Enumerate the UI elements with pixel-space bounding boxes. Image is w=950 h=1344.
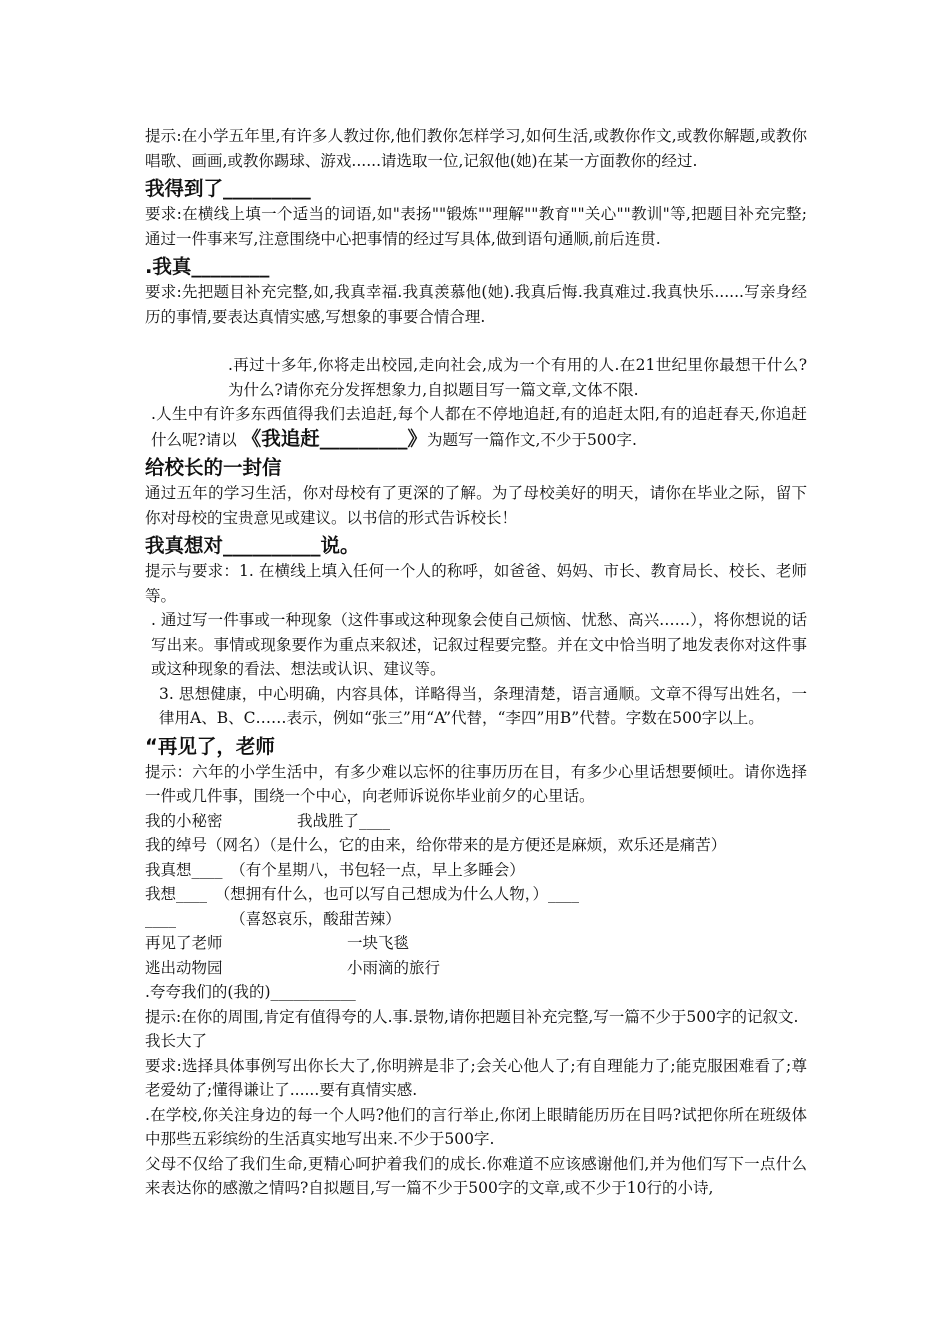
prompt-paragraph	[145, 402, 807, 452]
topic-item: 我真想____ （有个星期八，书包轻一点，早上多睡会）	[145, 860, 525, 879]
topic-item: 我战胜了____	[297, 811, 391, 830]
essay-title: .我真________	[145, 255, 270, 278]
topic-item: 小雨滴的旅行	[347, 958, 441, 977]
topic-row	[145, 931, 807, 956]
requirement-paragraph: 要求:选择具体事例写出你长大了,你明辨是非了;会关心他人了;有自理能力了;能克服困难看了;尊老爱幼了;懂得谦让了......要有真情实感.	[145, 1056, 807, 1099]
topic-item: 再见了老师	[145, 934, 223, 952]
essay-title: “再见了，老师	[145, 734, 275, 758]
requirement-paragraph: 要求:先把题目补充完整,如,我真幸福.我真羡慕他(她).我真后悔.我真难过.我真快乐......写亲身经历的事情,要表达真情实感,写想象的事要合情合理.	[145, 283, 807, 326]
topic-item: ____ （喜怒哀乐，酸甜苦辣）	[145, 909, 401, 928]
topic-row	[145, 956, 807, 981]
prompt-paragraph: 提示:在你的周围,肯定有值得夸的人.事.景物,请你把题目补充完整,写一篇不少于500字的记叙文.	[145, 1007, 799, 1026]
topic-item: 我长大了	[145, 1032, 208, 1050]
requirement-paragraph: 要求:在横线上填一个适当的词语,如"表扬""锻炼""理解""教育""关心""教训"等,把题目补充完整;通过一件事来写,注意围绕中心把事情的经过写具体,做到语句通顺,前后连贯.	[145, 205, 807, 248]
essay-title: 我得到了_________	[145, 177, 311, 200]
prompt-paragraph: 父母不仅给了我们生命,更精心呵护着我们的成长.你难道不应该感谢他们,并为他们写下一点什么来表达你的感激之情吗?自拟题目,写一篇不少于500字的文章,或不少于10行的小诗,	[145, 1154, 807, 1197]
blank-line	[145, 329, 807, 353]
title-inline: 《我追赶_________》	[241, 426, 428, 450]
prompt-text: .人生中有许多东西值得我们去追赶,每个人都在不停地追赶,有的追赶太阳,有的追赶春天,你追赶什么呢?请以	[151, 405, 807, 449]
prompt-paragraph: 通过五年的学习生活，你对母校有了更深的了解。为了母校美好的明天，请你在毕业之际，留下你对母校的宝贵意见或建议。以书信的形式告诉校长！	[145, 484, 807, 527]
prompt-paragraph: .在学校,你关注身边的每一个人吗?他们的言行举止,你闭上眼睛能历历在目吗?试把你所在班级体中那些五彩缤纷的生活真实地写出来.不少于500字.	[145, 1105, 807, 1148]
requirement-paragraph: . 通过写一件事或一种现象（这件事或这种现象会使自己烦恼、忧愁、高兴……），将你想说的话写出来。事情或现象要作为重点来叙述，记叙过程要完整。并在文中恰当明了地发表你对这件事或这种现象的看法、想法或认识、建议等。	[151, 611, 807, 678]
topic-item: 逃出动物园	[145, 958, 223, 977]
requirement-paragraph: 3. 思想健康，中心明确，内容具体，详略得当，条理清楚，语言通顺。文章不得写出姓名，一律用A、B、C……表示，例如“张三”用“A”代替，“李四”用B”代替。字数在500字以上。	[159, 684, 807, 727]
topic-item: 一块飞毯	[347, 934, 410, 952]
requirement-paragraph: 提示与要求：1. 在横线上填入任何一个人的称呼，如爸爸、妈妈、市长、教育局长、校长、老师等。	[145, 562, 807, 605]
topic-item: .夸夸我们的(我的)___________	[145, 983, 356, 1001]
prompt-paragraph: 提示:在小学五年里,有许多人教过你,他们教你怎样学习,如何生活,或教你作文,或教你解题,或教你唱歌、画画,或教你踢球、游戏......请选取一位,记叙他(她)在某一方面教你的经过.	[145, 127, 807, 170]
prompt-text: 为题写一篇作文,不少于500字.	[427, 430, 637, 449]
document-page	[145, 124, 807, 1201]
topic-item: 我的小秘密	[145, 811, 223, 830]
essay-title: 我真想对__________说。	[145, 534, 360, 557]
topic-row	[145, 809, 807, 834]
topic-item: 我的绰号（网名）（是什么，它的由来，给你带来的是方便还是麻烦，欢乐还是痛苦）	[145, 836, 727, 854]
topic-item: 我想____ （想拥有什么，也可以写自己想成为什么人物，）____	[145, 885, 580, 903]
prompt-paragraph: .再过十多年,你将走出校园,走向社会,成为一个有用的人.在21世纪里你最想干什么?为什么?请你充分发挥想象力,自拟题目写一篇文章,文体不限.	[228, 356, 807, 399]
essay-title: 给校长的一封信	[145, 456, 282, 479]
prompt-paragraph: 提示：六年的小学生活中，有多少难以忘怀的往事历历在目，有多少心里话想要倾吐。请你选择一件或几件事，围绕一个中心，向老师诉说你毕业前夕的心里话。	[145, 762, 807, 805]
